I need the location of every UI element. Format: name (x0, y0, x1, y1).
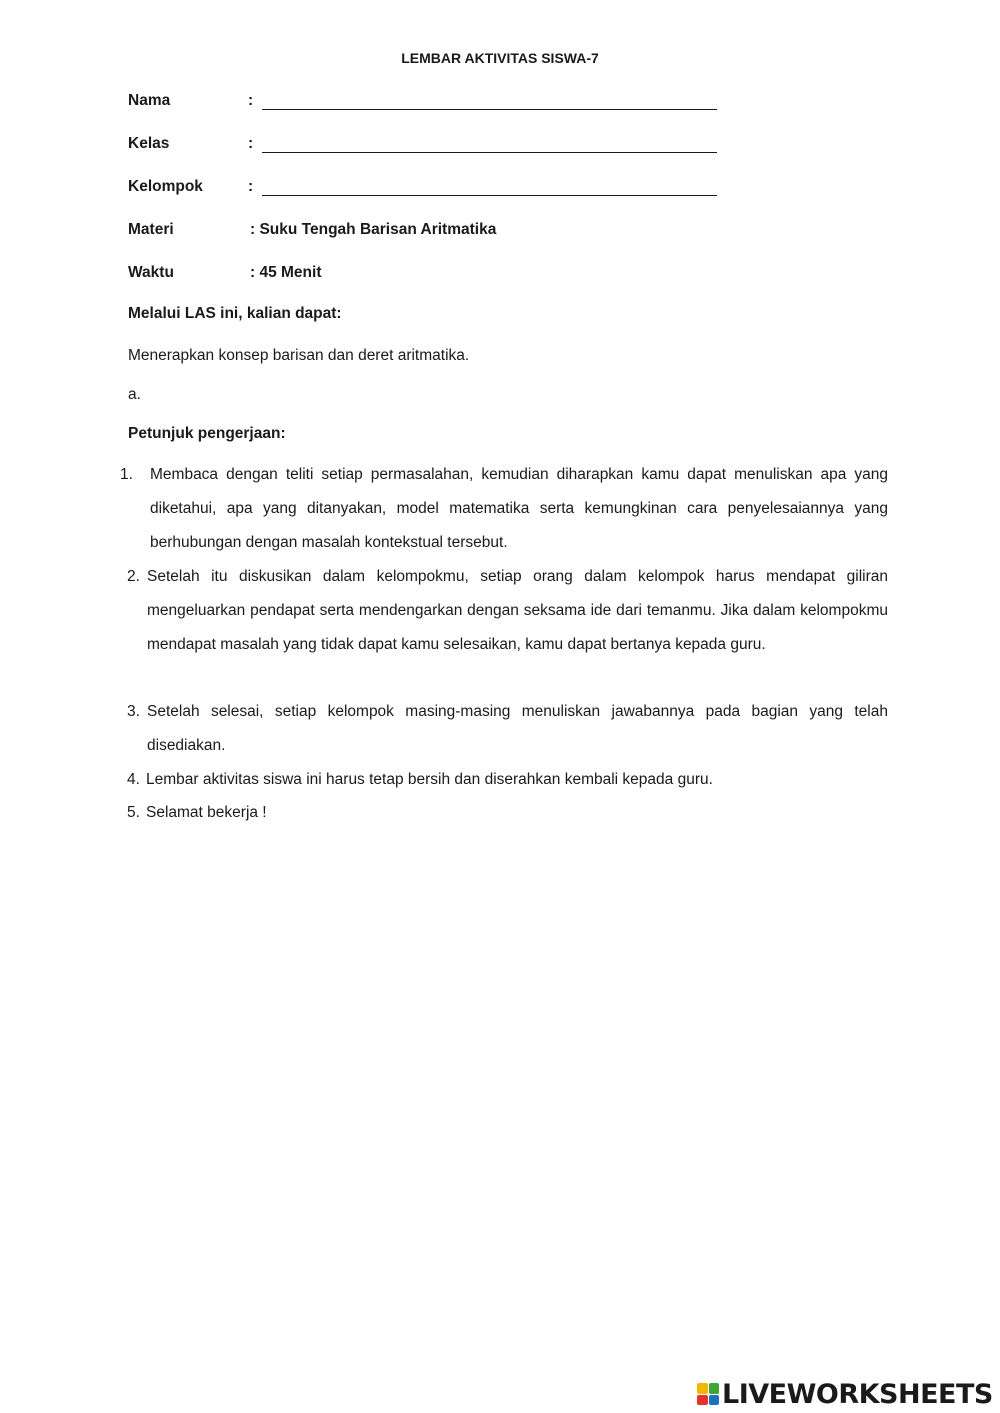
material-value: : Suku Tengah Barisan Aritmatika (250, 221, 497, 238)
instruction-item-2 (127, 560, 888, 662)
instruction-number: 4. (127, 771, 140, 788)
class-label: Kelas (128, 135, 170, 152)
instruction-number: 5. (127, 804, 140, 821)
liveworksheets-logo-icon (697, 1383, 719, 1405)
liveworksheets-logo (697, 1377, 993, 1411)
instructions-heading: Petunjuk pengerjaan: (128, 425, 286, 442)
time-value: : 45 Menit (250, 264, 322, 281)
logo-square (709, 1383, 720, 1394)
instruction-item-5 (127, 796, 887, 830)
name-label: Nama (128, 92, 171, 109)
objective-heading: Melalui LAS ini, kalian dapat: (128, 305, 342, 322)
instruction-text: Selamat bekerja ! (146, 804, 267, 821)
objective-marker: a. (128, 386, 141, 403)
instruction-text: Lembar aktivitas siswa ini harus tetap bersih dan diserahkan kembali kepada guru. (146, 771, 713, 788)
logo-square (697, 1383, 708, 1394)
objective-text: Menerapkan konsep barisan dan deret aritmatika. (128, 347, 470, 364)
instruction-number: 1. (120, 466, 133, 483)
name-colon: : (248, 92, 254, 109)
liveworksheets-logo-text: LIVEWORKSHEETS (722, 1378, 993, 1410)
group-input-line[interactable] (262, 195, 717, 196)
class-input-line[interactable] (262, 152, 717, 153)
group-colon: : (248, 178, 254, 195)
page-title: LEMBAR AKTIVITAS SISWA-7 (401, 50, 599, 66)
instruction-text: Membaca dengan teliti setiap permasalahan, kemudian diharapkan kamu dapat menuliskan apa yang diketahui, apa yang ditanyakan, model matematika serta kemungkinan cara penyelesaiannya yang berhubungan dengan masalah kontekstual tersebut. (150, 466, 888, 551)
instruction-text: Setelah itu diskusikan dalam kelompokmu, setiap orang dalam kelompok harus mendapat giliran mengeluarkan pendapat serta mendengarkan dengan seksama ide dari temanmu. Jika dalam kelompokmu mendapat masalah yang tidak dapat kamu selesaikan, kamu dapat bertanya kepada guru. (147, 568, 888, 653)
instruction-number: 2. (127, 568, 140, 585)
instruction-item-3 (127, 695, 888, 763)
group-label: Kelompok (128, 178, 203, 195)
instruction-number: 3. (127, 703, 140, 720)
logo-square (709, 1395, 720, 1406)
instruction-text: Setelah selesai, setiap kelompok masing-masing menuliskan jawabannya pada bagian yang telah disediakan. (147, 703, 888, 754)
name-input-line[interactable] (262, 109, 717, 110)
instruction-item-1 (120, 458, 888, 560)
time-label: Waktu (128, 264, 174, 281)
logo-square (697, 1395, 708, 1406)
class-colon: : (248, 135, 254, 152)
instruction-item-4 (127, 763, 887, 797)
material-label: Materi (128, 221, 174, 238)
